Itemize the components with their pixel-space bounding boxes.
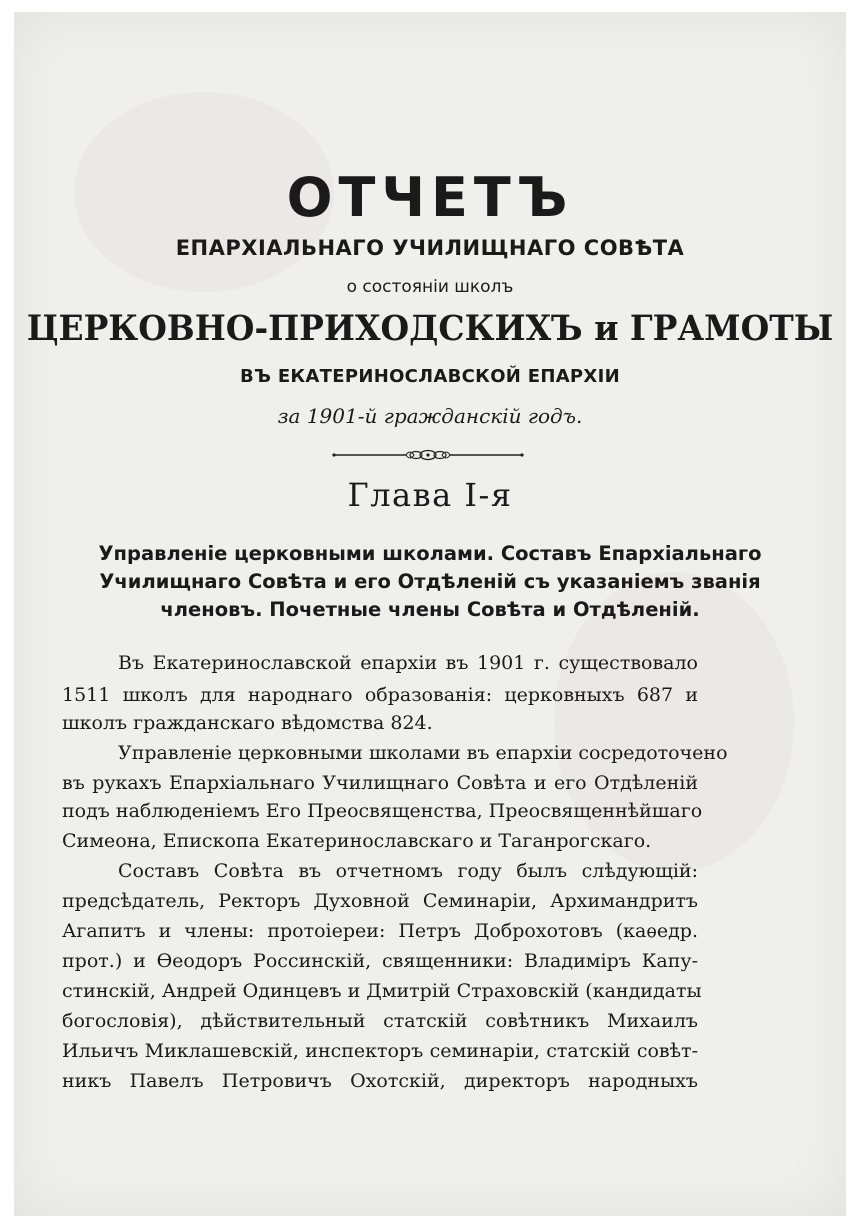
chapter-heading-line: Управленіе церковными школами. Составъ Епархіальнаго <box>98 542 762 565</box>
chapter-title: Глава I-я <box>347 476 513 514</box>
chapter-heading-line: членовъ. Почетные члены Совѣта и Отдѣленій. <box>160 598 700 621</box>
report-title: ОТЧЕТЪ <box>286 166 574 229</box>
body-line: Агапитъ и члены: протоіереи: Петръ Доброхотовъ (каѳедр. <box>62 920 698 942</box>
body-line: Въ Екатеринославской епархіи въ 1901 г. существовало <box>118 652 698 674</box>
report-subtitle-year: за 1901-й гражданскій годъ. <box>277 404 583 428</box>
body-line: Управленіе церковными школами въ епархіи сосредоточено <box>118 742 728 764</box>
report-subtitle-diocese: ВЪ ЕКАТЕРИНОСЛАВСКОЙ ЕПАРХІИ <box>240 366 620 387</box>
body-line: въ рукахъ Епархіальнаго Училищнаго Совѣта и его Отдѣленій <box>62 772 698 794</box>
body-line: Составъ Совѣта въ отчетномъ году былъ слѣдующій: <box>118 860 698 882</box>
body-line: богословія), дѣйствительный статскій совѣтникъ Михаилъ <box>62 1010 698 1032</box>
body-line: предсѣдатель, Ректоръ Духовной Семинаріи, Архимандритъ <box>62 890 698 912</box>
body-line: Симеона, Епископа Екатеринославскаго и Таганрогскаго. <box>62 830 652 852</box>
report-subtitle-state: о состояніи школъ <box>346 277 514 297</box>
report-subtitle-schools: ЦЕРКОВНО-ПРИХОДСКИХЪ и ГРАМОТЫ <box>26 308 834 349</box>
body-line: стинскій, Андрей Одинцевъ и Дмитрій Страховскій (кандидаты <box>62 980 702 1002</box>
chapter-heading-line: Училищнаго Совѣта и его Отдѣленій съ указаніемъ званія <box>99 570 761 593</box>
body-line: 1511 школъ для народнаго образованія: церковныхъ 687 и <box>62 684 698 706</box>
body-line: Ильичъ Миклашевскій, инспекторъ семинаріи, статскій совѣт- <box>62 1040 698 1062</box>
report-subtitle-council: ЕПАРХІАЛЬНАГО УЧИЛИЩНАГО СОВѢТА <box>175 236 685 260</box>
body-line: прот.) и Ѳеодоръ Россинскій, священники: Владиміръ Капу- <box>62 950 698 972</box>
body-line: подъ наблюденіемъ Его Преосвященства, Преосвященнѣйшаго <box>62 800 703 822</box>
body-line: школъ гражданскаго вѣдомства 824. <box>62 712 433 734</box>
ornament-divider <box>328 446 528 464</box>
body-line: никъ Павелъ Петровичъ Охотскій, директоръ народныхъ <box>62 1070 698 1092</box>
